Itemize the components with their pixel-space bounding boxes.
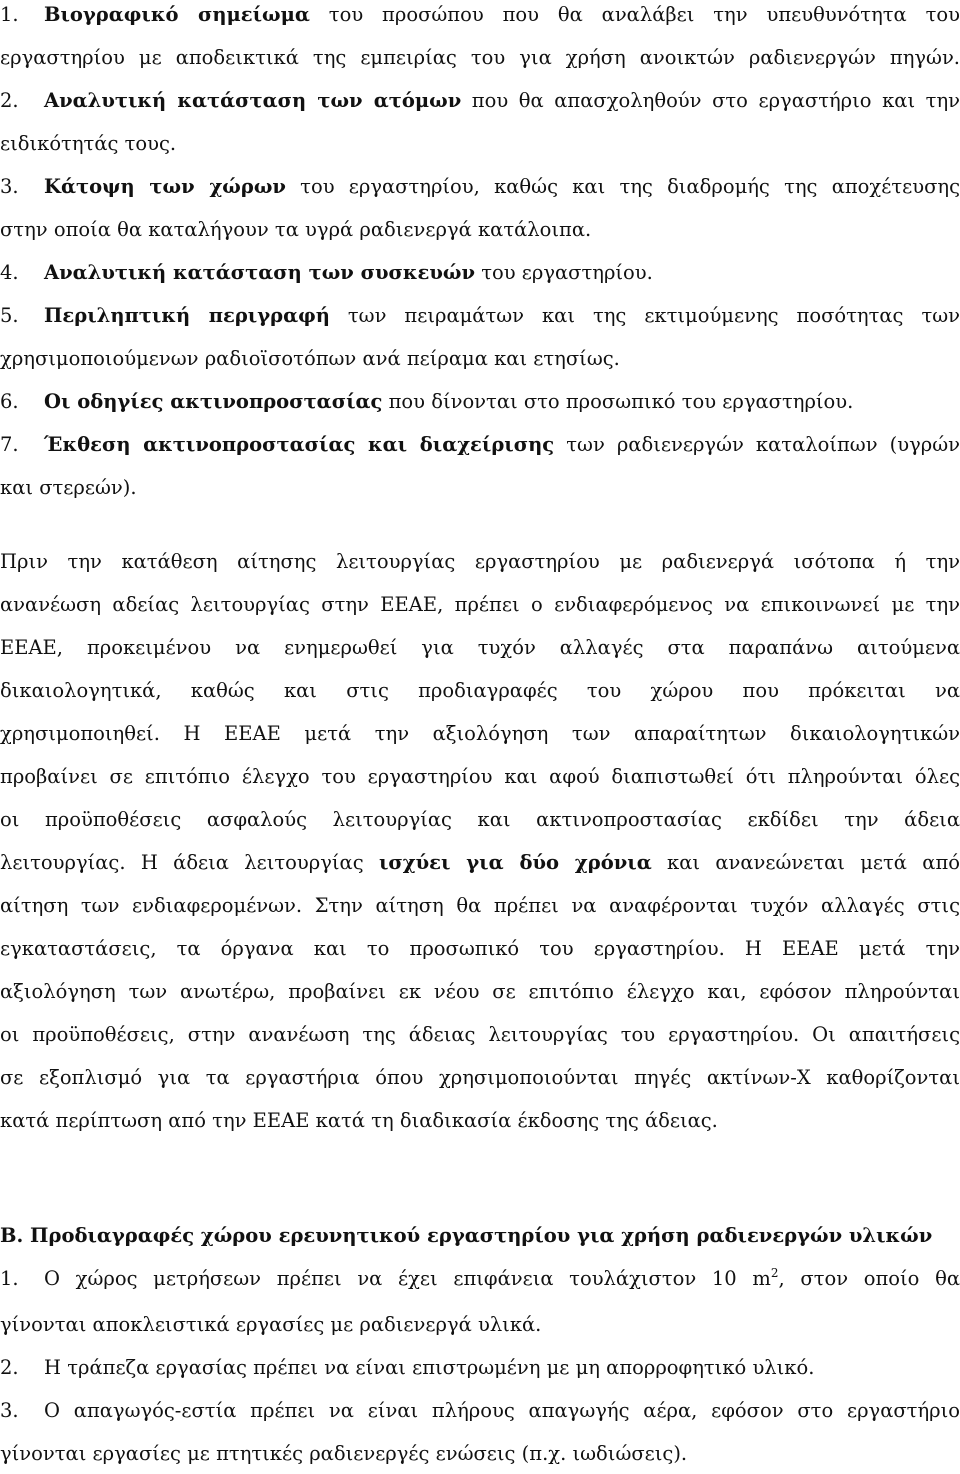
list-item-text: εργαστηρίου με αποδεικτικά της εμπειρίας του για χρήση ανοικτών ραδιενεργών πηγών.	[0, 46, 960, 69]
list-number: 7.	[0, 433, 19, 456]
list-item-text: των πειραμάτων και της εκτιμούμενης ποσότητας των	[329, 304, 960, 327]
paragraph-line: οι προϋποθέσεις, στην ανανέωση της άδειας λειτουργίας του εργαστηρίου. Οι απαιτήσεις	[0, 1023, 960, 1046]
list-number: 1.	[0, 3, 19, 26]
list-item-title: Αναλυτική κατάσταση των ατόμων	[44, 89, 462, 112]
paragraph-line: εγκαταστάσεις, τα όργανα και το προσωπικό του εργαστηρίου. Η ΕΕΑΕ μετά την	[0, 937, 960, 960]
paragraph-line: ΕΕΑΕ, προκειμένου να ενημερωθεί για τυχόν αλλαγές στα παραπάνω αιτούμενα	[0, 636, 960, 659]
paragraph-line: αίτηση των ενδιαφερομένων. Στην αίτηση θα πρέπει να αναφέρονται τυχόν αλλαγές στις	[0, 894, 960, 917]
list-item-1-line-1	[0, 0, 960, 35]
list-number: 1.	[0, 1267, 19, 1290]
list-item-text: στην οποία θα καταλήγουν τα υγρά ραδιενεργά κατάλοιπα.	[0, 218, 592, 241]
paragraph-line: αξιολόγηση των ανωτέρω, προβαίνει εκ νέου σε επιτόπιο έλεγχο και, εφόσον πληρούνται	[0, 980, 960, 1003]
superscript: 2	[770, 1266, 779, 1280]
list-item-2-line-1	[0, 81, 960, 121]
list-item-text: του προσώπου που θα αναλάβει την υπευθυνότητα του	[309, 3, 960, 26]
paragraph-line: προβαίνει σε επιτόπιο έλεγχο του εργαστηρίου και αφού διαπιστωθεί ότι πληρούνται όλες	[0, 765, 960, 788]
list-number: 6.	[0, 390, 19, 413]
list-number: 2.	[0, 89, 19, 112]
list-number: 3.	[0, 1399, 19, 1422]
list-number: 3.	[0, 175, 19, 198]
list-item-text: του εργαστηρίου, καθώς και της διαδρομής της αποχέτευσης	[285, 175, 960, 198]
spec-item-3-line-2: γίνονται εργασίες με πτητικές ραδιενεργές ενώσεις (π.χ. ιωδιώσεις).	[0, 1442, 688, 1465]
spec-item-2	[0, 1348, 960, 1388]
list-item-title: Αναλυτική κατάσταση των συσκευών	[44, 261, 475, 284]
paragraph-line: δικαιολογητικά, καθώς και στις προδιαγραφές του χώρου που πρόκειται να	[0, 679, 960, 702]
list-item-6	[0, 382, 960, 422]
list-item-7-line-1	[0, 425, 960, 465]
list-item-title: Κάτοψη των χώρων	[44, 175, 286, 198]
paragraph-line: Πριν την κατάθεση αίτησης λειτουργίας εργαστηρίου με ραδιενεργά ισότοπα ή την	[0, 550, 960, 573]
list-item-title: Περιληπτική περιγραφή	[44, 304, 330, 327]
list-item-3-line-1	[0, 167, 960, 207]
list-number: 2.	[0, 1356, 19, 1379]
list-item-text: ειδικότητάς τους.	[0, 132, 177, 155]
list-item-2-line-2	[0, 124, 960, 164]
paragraph-text: λειτουργίας. Η άδεια λειτουργίας	[0, 851, 379, 874]
list-item-5-line-2	[0, 339, 960, 379]
spec-item-1-line-2: γίνονται αποκλειστικά εργασίες με ραδιενεργά υλικά.	[0, 1313, 542, 1336]
spec-text: Ο χώρος μετρήσεων πρέπει να έχει επιφάνεια τουλάχιστον 10 m	[44, 1267, 771, 1290]
paragraph-line: οι προϋποθέσεις ασφαλούς λειτουργίας και ακτινοπροστασίας εκδίδει την άδεια	[0, 808, 960, 831]
list-item-text: που δίνονται στο προσωπικό του εργαστηρίου.	[382, 390, 854, 413]
paragraph-line	[0, 843, 960, 883]
paragraph-text: και ανανεώνεται μετά από	[651, 851, 960, 874]
spec-item-3-line-1	[0, 1391, 960, 1431]
list-item-1-line-2	[0, 38, 960, 78]
spec-text: Ο απαγωγός-εστία πρέπει να είναι πλήρους απαγωγής αέρα, εφόσον στο εργαστήριο	[44, 1399, 960, 1422]
list-number: 4.	[0, 261, 19, 284]
list-item-3-line-2	[0, 210, 960, 250]
validity-emphasis: ισχύει για δύο χρόνια	[378, 851, 652, 874]
paragraph-line: ανανέωση αδείας λειτουργίας στην ΕΕΑΕ, πρέπει ο ενδιαφερόμενος να επικοινωνεί με την	[0, 593, 960, 616]
spec-text: Η τράπεζα εργασίας πρέπει να είναι επιστρωμένη με μη απορροφητικό υλικό.	[44, 1356, 815, 1379]
list-item-5-line-1	[0, 296, 960, 336]
list-item-title: Έκθεση ακτινοπροστασίας και διαχείρισης	[44, 433, 555, 456]
section-b-heading: Β. Προδιαγραφές χώρου ερευνητικού εργαστηρίου για χρήση ραδιενεργών υλικών	[0, 1224, 933, 1247]
list-item-text: και στερεών).	[0, 476, 137, 499]
list-item-text: που θα απασχοληθούν στο εργαστήριο και την	[461, 89, 960, 112]
list-item-text: των ραδιενεργών καταλοίπων (υγρών	[554, 433, 960, 456]
list-item-7-line-2	[0, 468, 960, 508]
paragraph-line: σε εξοπλισμό για τα εργαστήρια όπου χρησιμοποιούνται πηγές ακτίνων-Χ καθορίζονται	[0, 1066, 960, 1089]
list-item-title: Οι οδηγίες ακτινοπροστασίας	[44, 390, 383, 413]
spec-item-1-line-1	[0, 1259, 960, 1299]
list-number: 5.	[0, 304, 19, 327]
spec-text: , στον οποίο θα	[778, 1267, 960, 1290]
list-item-text: του εργαστηρίου.	[475, 261, 653, 284]
list-item-4	[0, 253, 960, 293]
list-item-text: χρησιμοποιούμενων ραδιοϊσοτόπων ανά πείραμα και ετησίως.	[0, 347, 620, 370]
paragraph-line: κατά περίπτωση από την ΕΕΑΕ κατά τη διαδικασία έκδοσης της άδειας.	[0, 1109, 718, 1132]
list-item-title: Βιογραφικό σημείωμα	[44, 3, 310, 26]
paragraph-line: χρησιμοποιηθεί. Η ΕΕΑΕ μετά την αξιολόγηση των απαραίτητων δικαιολογητικών	[0, 722, 960, 745]
